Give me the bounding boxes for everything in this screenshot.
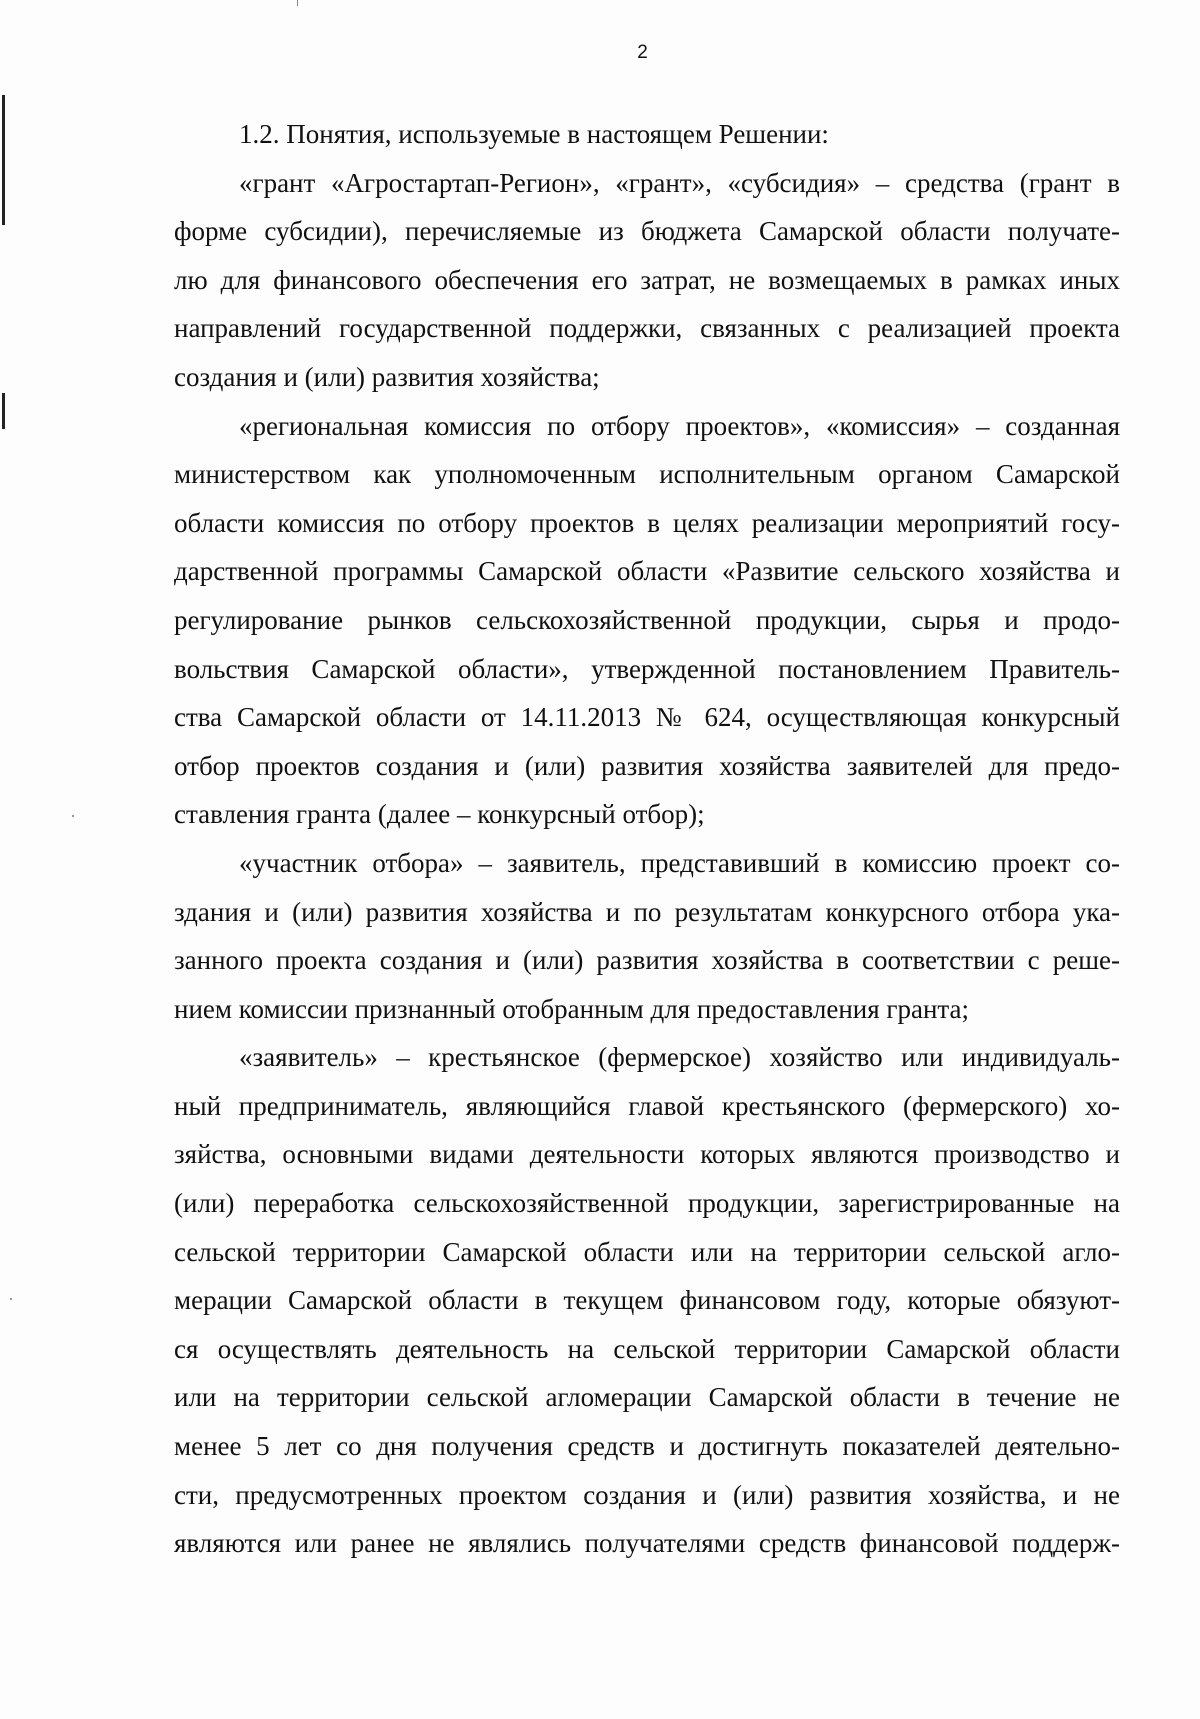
scan-edge-mark: [2, 95, 5, 225]
text-line: «грант «Агростартап-Регион», «грант», «субсидия» – средства (грант в: [239, 167, 1120, 198]
text-line: ный предприниматель, являющийся главой крестьянского (фермерского) хо-: [174, 1090, 1120, 1121]
text-line: или на территории сельской агломерации Самарской области в течение не: [174, 1382, 1120, 1413]
text-line: ся осуществлять деятельность на сельской территории Самарской области: [174, 1333, 1120, 1364]
text-line: форме субсидии), перечисляемые из бюджета Самарской области получате-: [174, 216, 1120, 247]
text-line: дарственной программы Самарской области «Развитие сельского хозяйства и: [174, 556, 1120, 587]
text-line: менее 5 лет со дня получения средств и достигнуть показателей деятельно-: [174, 1431, 1120, 1462]
text-line: сельской территории Самарской области или на территории сельской агло-: [174, 1236, 1120, 1267]
paragraph-grant-definition: [174, 159, 1120, 402]
text-line: «заявитель» – крестьянское (фермерское) хозяйство или индивидуаль-: [239, 1042, 1120, 1073]
text-line: 1.2. Понятия, используемые в настоящем Решении:: [239, 119, 829, 149]
text-line: являются или ранее не являлись получателями средств финансовой поддерж-: [174, 1528, 1120, 1559]
document-body: [174, 110, 1120, 1568]
scan-speck: [72, 815, 74, 817]
text-line: «региональная комиссия по отбору проектов», «комиссия» – созданная: [239, 410, 1120, 441]
text-line: здания и (или) развития хозяйства и по результатам конкурсного отбора ука-: [174, 896, 1120, 927]
text-line: занного проекта создания и (или) развития хозяйства в соответствии с реше-: [174, 945, 1120, 976]
text-line: регулирование рынков сельскохозяйственной продукции, сырья и продо-: [174, 604, 1120, 635]
scan-edge-mark: [2, 393, 5, 429]
text-line: создания и (или) развития хозяйства;: [174, 361, 600, 392]
text-line: вольствия Самарской области», утвержденной постановлением Правитель-: [174, 653, 1120, 684]
text-line: зяйства, основными видами деятельности которых являются производство и: [174, 1139, 1120, 1170]
text-line: сти, предусмотренных проектом создания и (или) развития хозяйства, и не: [174, 1479, 1120, 1510]
text-line: ства Самарской области от 14.11.2013 № 624, осуществляющая конкурсный: [174, 702, 1120, 733]
paragraph-concepts-heading: [174, 110, 1120, 159]
text-line: ставления гранта (далее – конкурсный отбор);: [174, 799, 705, 830]
text-line: «участник отбора» – заявитель, представивший в комиссию проект со-: [239, 847, 1120, 878]
text-line: (или) переработка сельскохозяйственной продукции, зарегистрированные на: [174, 1188, 1120, 1219]
text-line: направлений государственной поддержки, связанных с реализацией проекта: [174, 313, 1120, 344]
scan-edge-mark: [297, 0, 298, 6]
paragraph-applicant-definition: [174, 1033, 1120, 1568]
text-line: лю для финансового обеспечения его затрат, не возмещаемых в рамках иных: [174, 264, 1120, 295]
paragraph-participant-definition: [174, 839, 1120, 1033]
text-line: области комиссия по отбору проектов в целях реализации мероприятий госу-: [174, 507, 1120, 538]
paragraph-commission-definition: [174, 402, 1120, 839]
page-number: 2: [637, 42, 648, 63]
text-line: министерством как уполномоченным исполнительным органом Самарской: [174, 459, 1120, 490]
scan-speck: [10, 1298, 12, 1300]
text-line: мерации Самарской области в текущем финансовом году, которые обязуют-: [174, 1285, 1120, 1316]
text-line: отбор проектов создания и (или) развития хозяйства заявителей для предо-: [174, 750, 1120, 781]
text-line: нием комиссии признанный отобранным для предоставления гранта;: [174, 993, 970, 1024]
